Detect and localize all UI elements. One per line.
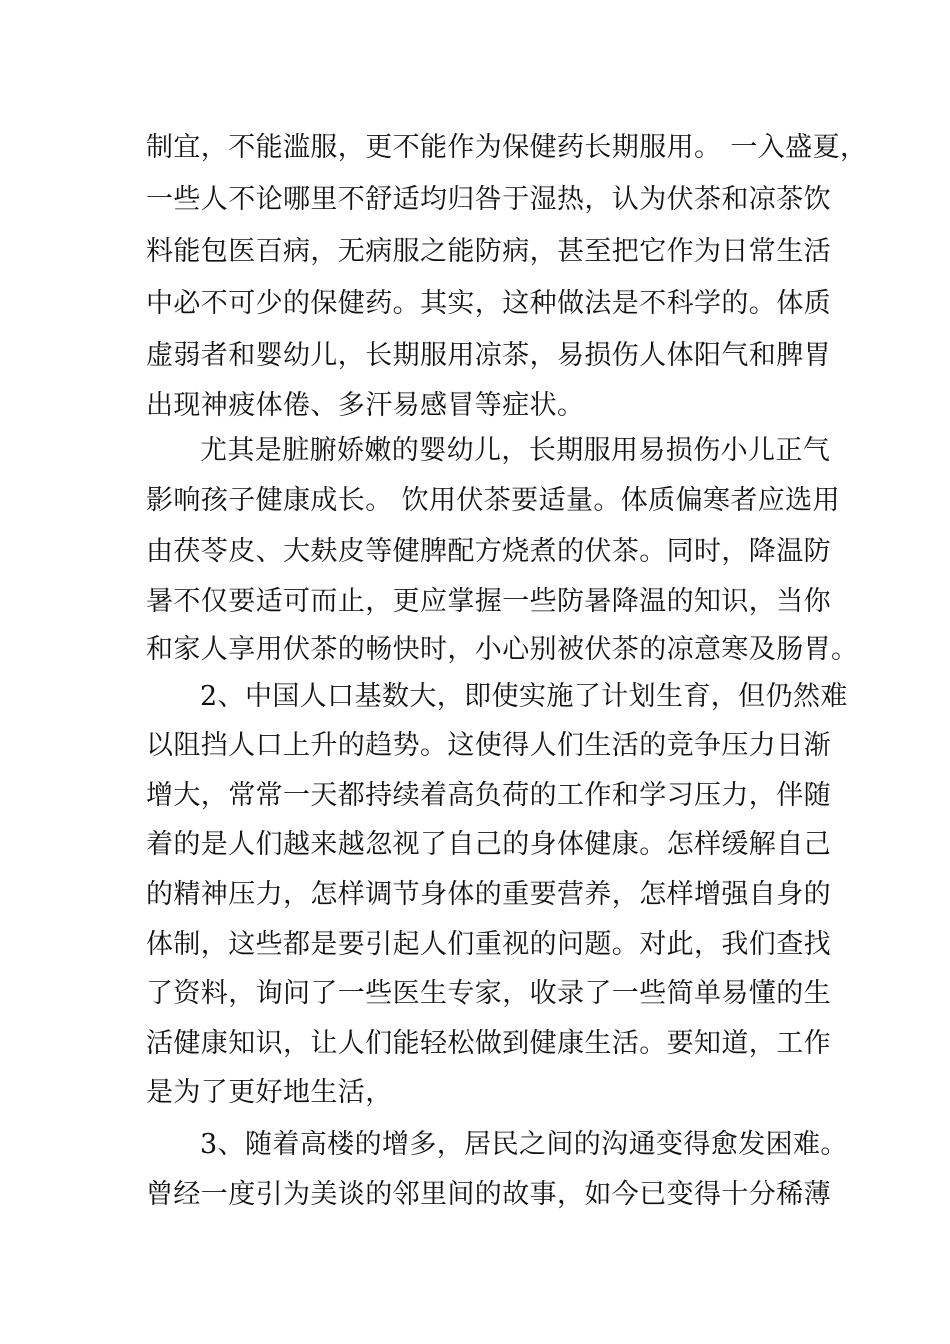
paragraph-first-line: 尤其是脏腑娇嫩的婴幼儿，长期服用易损伤小儿正气 <box>200 435 831 466</box>
text-line: 料能包医百病，无病服之能防病，甚至把它作为日常生活 <box>146 236 831 267</box>
paragraph-first-line: 3、随着高楼的增多，居民之间的沟通变得愈发困难。 <box>200 1129 848 1160</box>
text-line: 增大，常常一天都持续着高负荷的工作和学习压力，伴随 <box>146 780 831 811</box>
text-line: 制宜，不能滥服，更不能作为保健药长期服用。 一入盛夏， <box>146 132 868 163</box>
text-line: 和家人享用伏茶的畅快时，小心别被伏茶的凉意寒及肠胃。 <box>146 634 859 665</box>
text-line: 着的是人们越来越忽视了自己的身体健康。怎样缓解自己 <box>146 829 831 860</box>
text-line: 中必不可少的保健药。其实，这种做法是不科学的。体质 <box>146 288 831 319</box>
text-line: 虚弱者和婴幼儿，长期服用凉茶，易损伤人体阳气和脾胃 <box>146 340 831 371</box>
text-line: 体制，这些都是要引起人们重视的问题。对此，我们查找 <box>146 929 831 960</box>
text-line: 曾经一度引为美谈的邻里间的故事，如今已变得十分稀薄 <box>146 1179 831 1210</box>
text-line: 暑不仅要适可而止，更应掌握一些防暑降温的知识，当你 <box>146 586 831 617</box>
text-line: 由茯苓皮、大麸皮等健脾配方烧煮的伏茶。同时，降温防 <box>146 536 831 567</box>
text-line: 一些人不论哪里不舒适均归咎于湿热，认为伏茶和凉茶饮 <box>146 184 831 215</box>
text-line: 了资料，询问了一些医生专家，收录了一些简单易懂的生 <box>146 978 831 1009</box>
text-line: 以阻挡人口上升的趋势。这使得人们生活的竞争压力日渐 <box>146 730 831 761</box>
text-line: 活健康知识，让人们能轻松做到健康生活。要知道，工作 <box>146 1028 831 1059</box>
text-line: 出现神疲体倦、多汗易感冒等症状。 <box>146 390 585 421</box>
text-line: 的精神压力，怎样调节身体的重要营养，怎样增强自身的 <box>146 879 831 910</box>
paragraph-first-line: 2、中国人口基数大，即使实施了计划生育，但仍然难 <box>200 681 848 712</box>
text-line: 影响孩子健康成长。 饮用伏茶要适量。体质偏寒者应选用 <box>146 485 840 516</box>
text-line: 是为了更好地生活， <box>146 1077 393 1108</box>
